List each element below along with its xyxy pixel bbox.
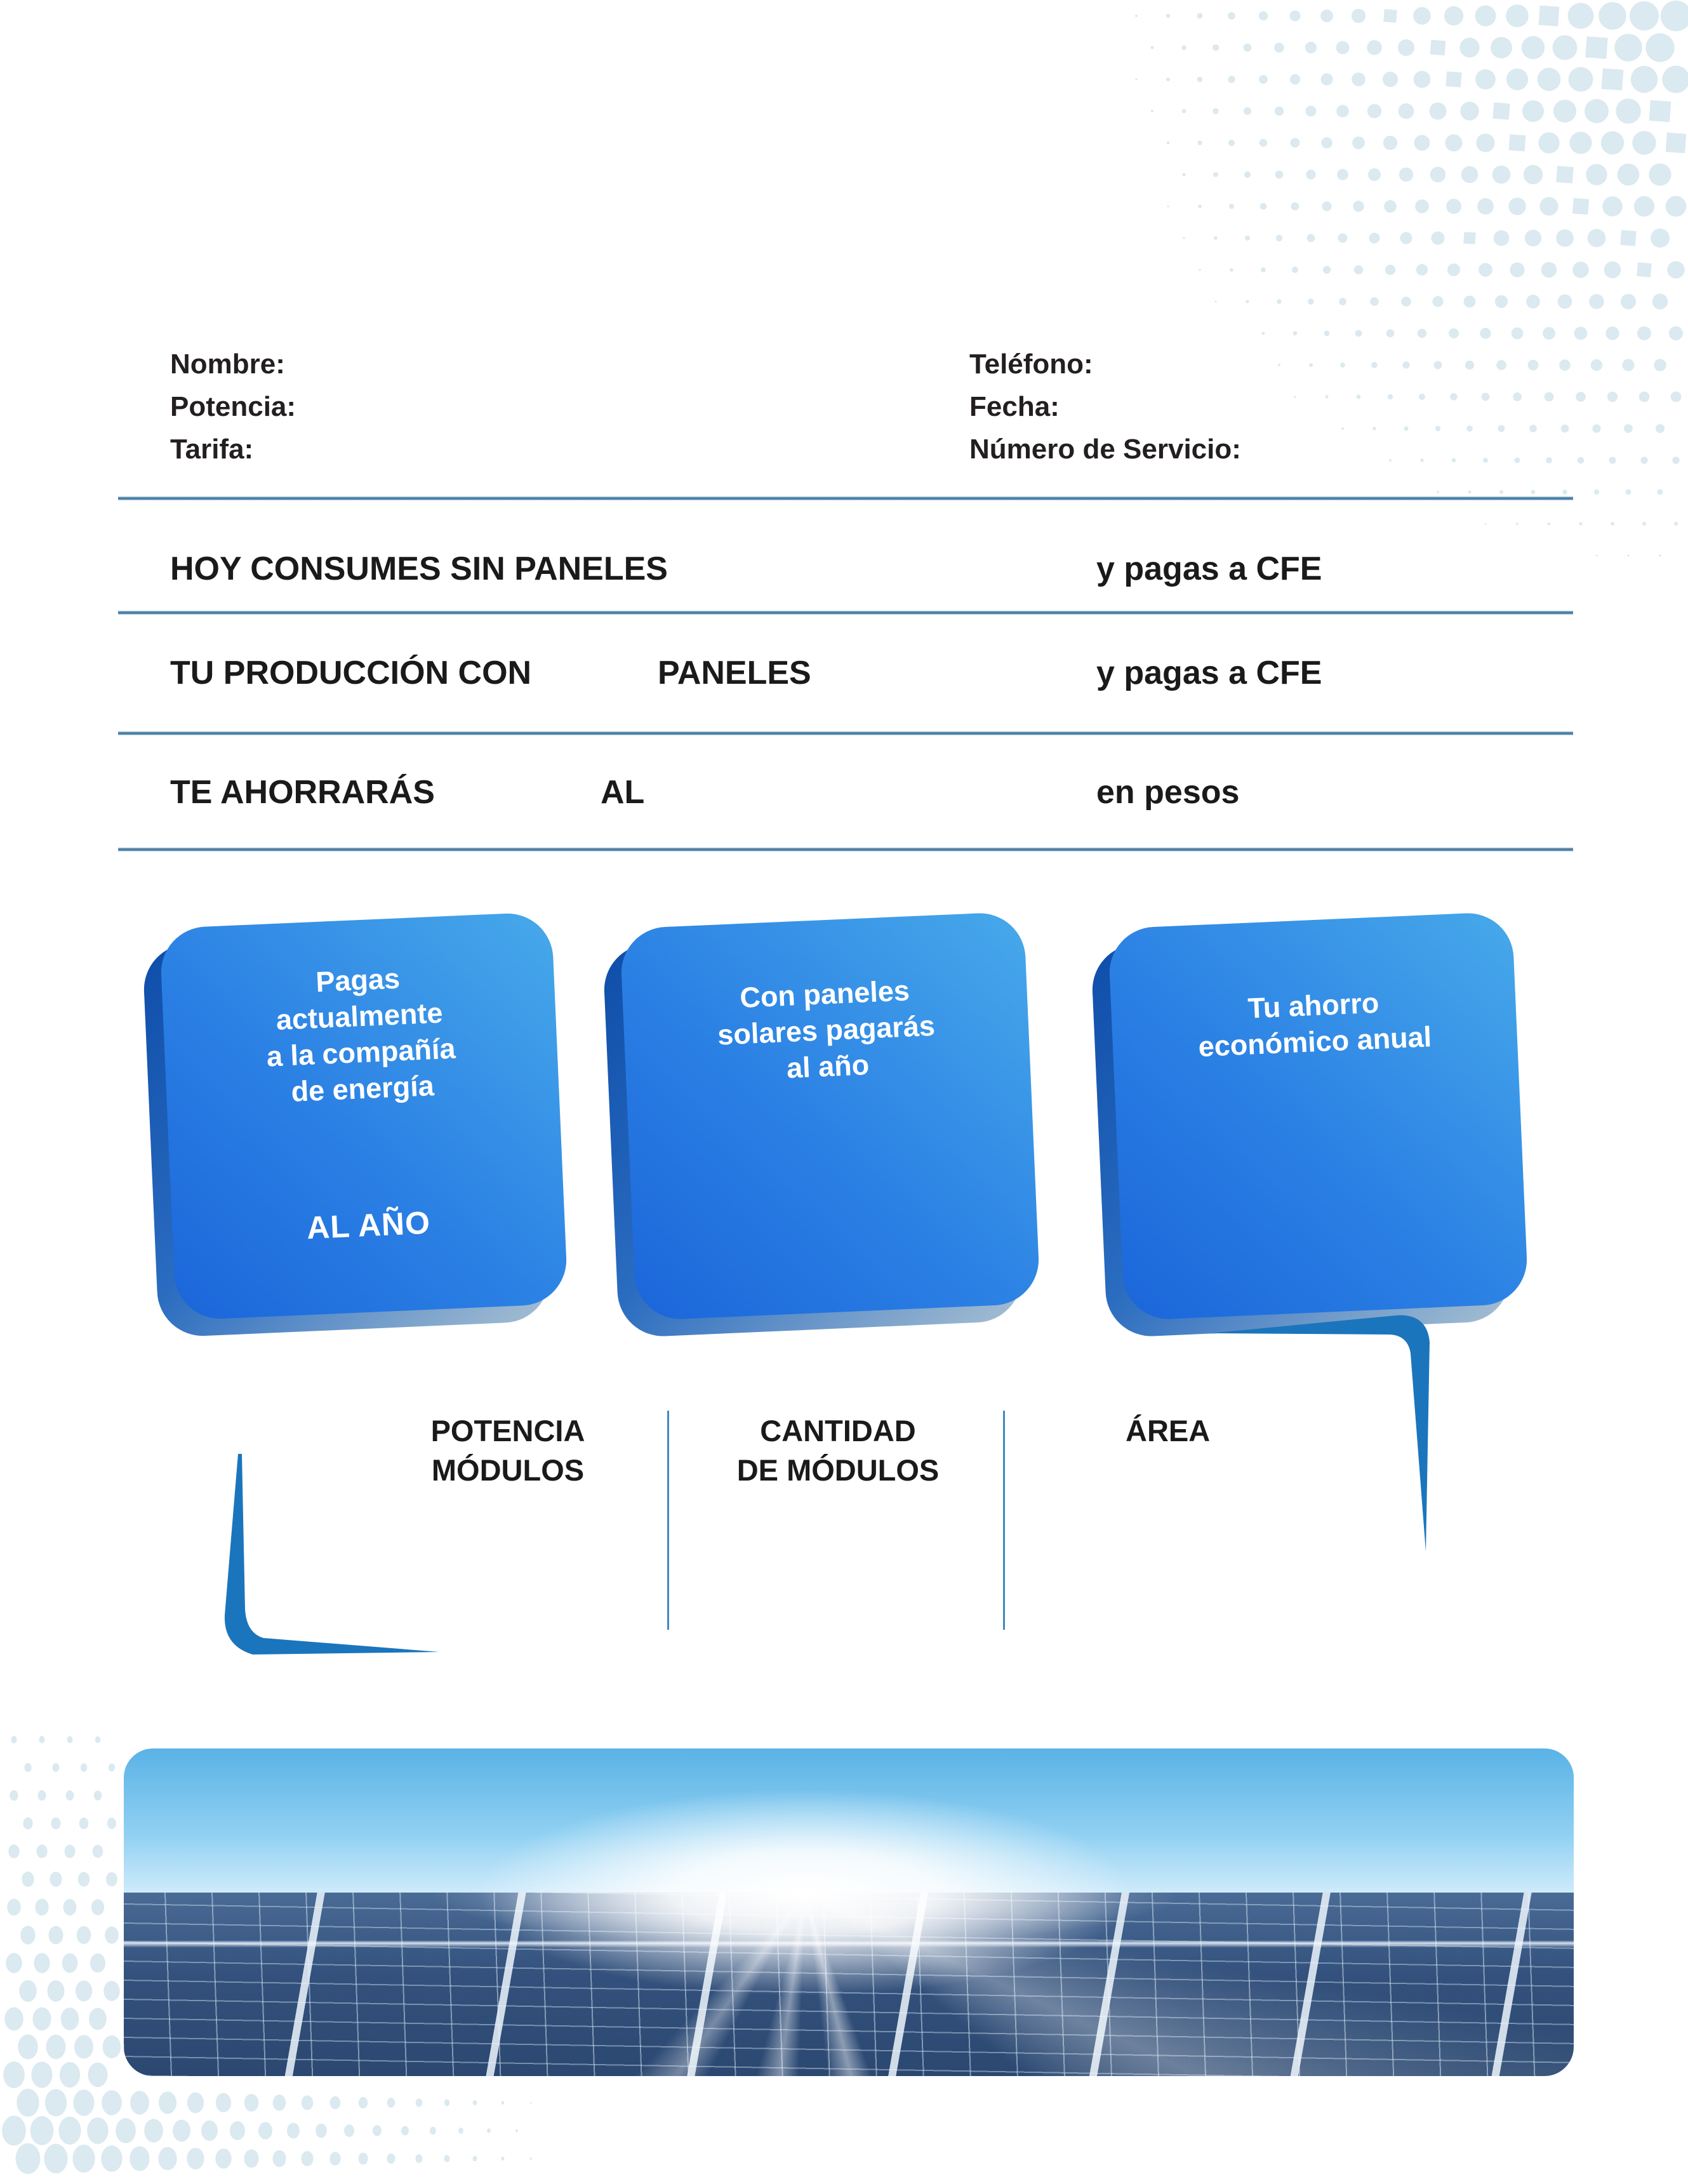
row3-left-label: TE AHORRARÁS <box>170 774 435 811</box>
divider-rule-3 <box>118 731 1573 735</box>
card-current-payment <box>168 920 560 1312</box>
spec-divider-1 <box>667 1411 669 1630</box>
row2-left-label: TU PRODUCCIÓN CON <box>170 655 532 691</box>
halftone-top-right-pattern <box>0 0 1688 622</box>
card-text: Tu ahorro económico anual <box>1197 986 1433 1063</box>
card-text: Con paneles solares pagarás al año <box>717 974 936 1084</box>
field-label-fecha: Fecha: <box>969 391 1060 422</box>
row2-mid-label: PANELES <box>658 655 811 691</box>
card-with-panels-body <box>620 911 1040 1321</box>
card-with-panels <box>628 920 1032 1312</box>
card-annual-savings-body <box>1108 911 1529 1321</box>
header-fields-left <box>170 343 296 470</box>
row3-mid-label: AL <box>601 774 645 811</box>
spec-col-cantidad: CANTIDAD DE MÓDULOS <box>736 1414 940 1487</box>
card-annual-savings <box>1116 920 1520 1312</box>
spec-col-area: ÁREA <box>1126 1414 1211 1448</box>
card-text: Pagas actualmente a la compañía de energía <box>265 962 456 1108</box>
corner-bracket-bottom-left-icon <box>216 1449 451 1668</box>
row3-right-label: en pesos <box>1096 774 1240 811</box>
card-footer-al-anio: AL AÑO <box>305 1204 432 1246</box>
card-current-payment-body <box>159 912 568 1321</box>
divider-rule-4 <box>118 848 1573 851</box>
divider-rule-1 <box>118 496 1573 500</box>
spec-divider-2 <box>1003 1411 1005 1630</box>
corner-bracket-top-right-icon <box>1206 1309 1441 1557</box>
divider-rule-2 <box>118 611 1573 615</box>
spec-col-potencia: POTENCIA MÓDULOS <box>430 1414 585 1487</box>
row1-left-label: HOY CONSUMES SIN PANELES <box>170 550 668 587</box>
row1-right-label: y pagas a CFE <box>1096 550 1322 587</box>
photo-sun-glare <box>124 1748 1574 2076</box>
field-label-tarifa: Tarifa: <box>170 434 254 465</box>
field-label-nombre: Nombre: <box>170 349 285 380</box>
field-label-telefono: Teléfono: <box>969 349 1093 380</box>
row2-right-label: y pagas a CFE <box>1096 655 1322 691</box>
field-label-potencia: Potencia: <box>170 391 296 422</box>
header-fields-right <box>969 343 1241 470</box>
field-label-numero-servicio: Número de Servicio: <box>969 434 1241 465</box>
solar-panels-photo <box>124 1748 1574 2076</box>
